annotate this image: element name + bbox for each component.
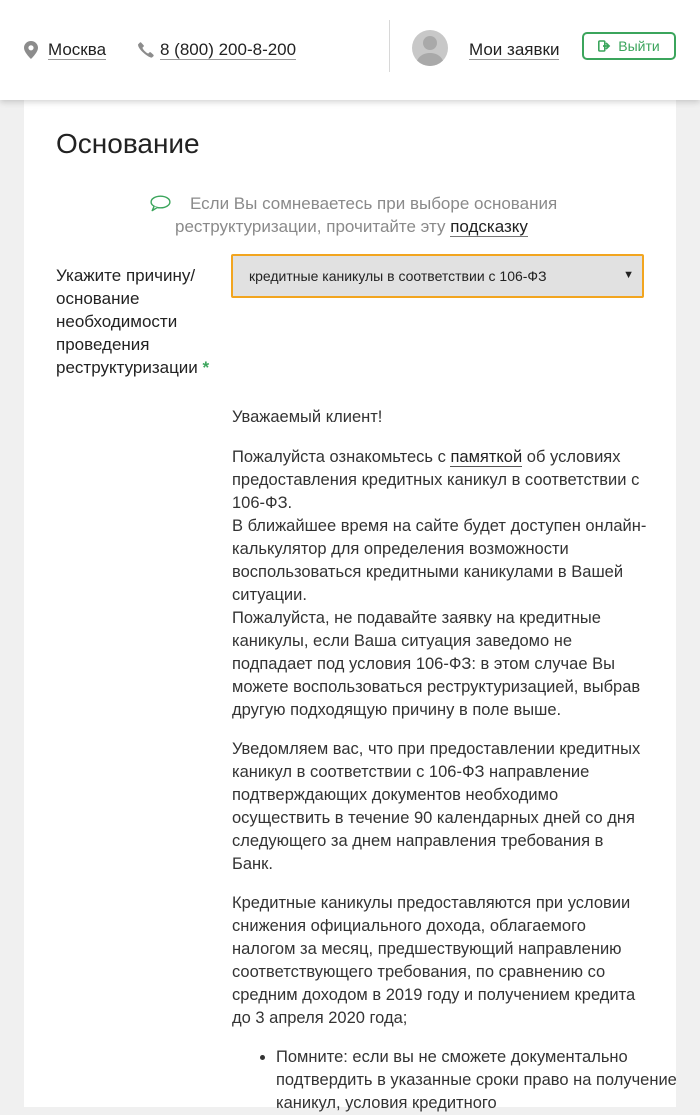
dropdown-arrow-icon: ▼ (623, 269, 634, 281)
info-paragraph-5: Кредитные каникулы предоставляются при условии снижения официального дохода, облагаемого налогом за месяц, предшествующий направлению соответствующего требования, по сравнению со средним доходом в 2019 году и получением кредита до 3 апреля 2020 года; (232, 894, 636, 1027)
notes-list (232, 1046, 691, 1115)
reason-label-text: Укажите причину/ основание необходимости проведения реструктуризации (56, 266, 198, 377)
site-header (0, 0, 700, 100)
reason-field-label (56, 264, 216, 379)
my-requests-link[interactable]: Мои заявки (469, 40, 560, 59)
reason-select-value: кредитные каникулы в соответствии с 106-ФЗ (249, 268, 547, 284)
page-title: Основание (56, 128, 200, 159)
phone-link[interactable]: 8 (800) 200-8-200 (160, 40, 297, 59)
location-pin-icon (24, 41, 38, 59)
sign-out-icon (598, 40, 611, 52)
chat-bubble-icon (150, 195, 171, 212)
hint-text-line2 (175, 215, 528, 238)
my-requests[interactable] (469, 0, 559, 100)
header-divider (389, 20, 390, 72)
list-item: • Помните: если вы не сможете документально подтвердить в указанные сроки право на получение каникул, условия кредитного (276, 1046, 691, 1115)
hint-text-line1: Если Вы сомневаетесь при выборе основания (190, 194, 558, 213)
info-paragraph-2: В ближайшее время на сайте будет доступен онлайн-калькулятор для определения возможности воспользоваться кредитными каникулами в Вашей ситуации. (232, 517, 647, 604)
hint-text-prefix: реструктуризации, прочитайте эту (175, 217, 446, 236)
avatar[interactable] (412, 30, 448, 66)
reason-select[interactable] (231, 254, 644, 298)
phone-icon (138, 42, 154, 58)
greeting-text: Уважаемый клиент! (232, 408, 383, 426)
p1-suffix: об условиях предоставления кредитных каникул в соответствии с 106-ФЗ. (232, 448, 640, 512)
city-selector[interactable] (24, 0, 106, 100)
user-silhouette-icon (412, 30, 448, 66)
info-paragraph-1 (232, 446, 647, 722)
hint-link[interactable]: подсказку (450, 217, 528, 236)
info-paragraph-3: Пожалуйста, не подавайте заявку на кредитные каникулы, если Ваша ситуация заведомо не подпадает под условия 106-ФЗ: в этом случае Вы можете воспользоваться реструктуризацией, выбрав другую подходящую причину в поле выше. (232, 609, 641, 719)
logout-label: Выйти (618, 38, 660, 54)
city-link[interactable]: Москва (48, 40, 107, 59)
p1-prefix: Пожалуйста ознакомьтесь с (232, 448, 446, 466)
phone-block[interactable] (138, 0, 296, 100)
info-paragraph-4: Уведомляем вас, что при предоставлении кредитных каникул в соответствии с 106-ФЗ направление подтверждающих документов необходимо осуществить в течение 90 календарных дней со дня следующего за днем направления требования в Банк. (232, 740, 641, 873)
memo-link[interactable]: памяткой (450, 448, 523, 466)
required-mark: * (202, 358, 210, 377)
logout-button[interactable] (582, 32, 676, 60)
